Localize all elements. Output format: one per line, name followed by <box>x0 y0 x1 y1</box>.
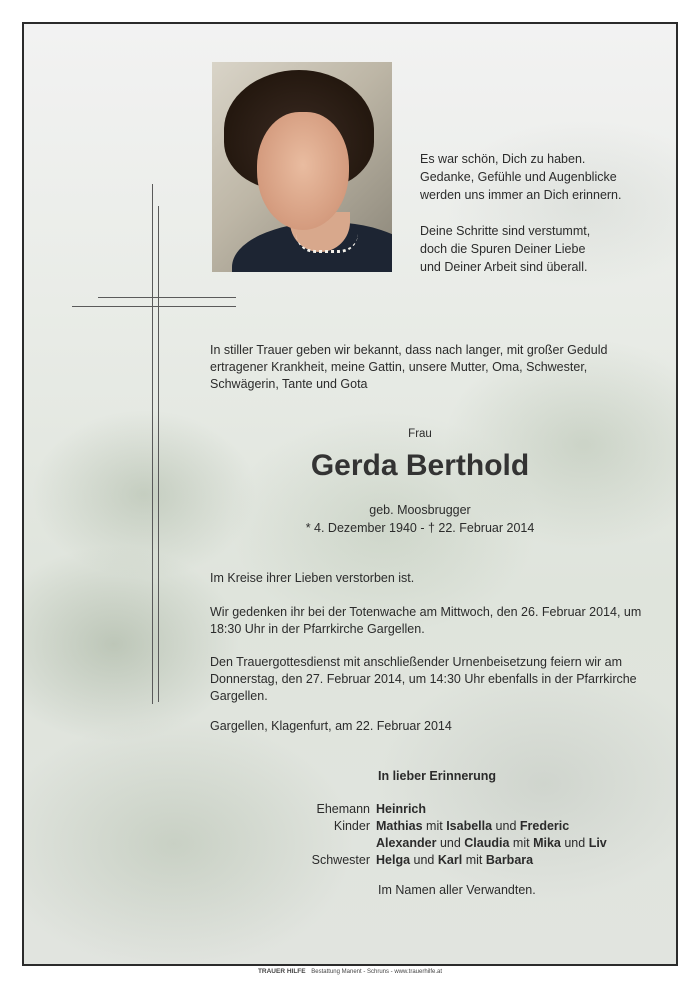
cross-icon-line <box>158 206 159 702</box>
parte-frame <box>22 22 678 966</box>
cross-icon <box>152 184 153 704</box>
family-row-husband: Ehemann Heinrich <box>316 802 427 816</box>
family-row-children-2: Alexander und Claudia mit Mika und Liv <box>376 836 607 850</box>
life-dates: * 4. Dezember 1940 - † 22. Februar 2014 <box>305 521 535 535</box>
family-list <box>294 801 607 869</box>
deceased-name: Gerda Berthold <box>310 449 530 482</box>
footer-text: Bestattung Manent - Schruns - www.trauerhilfe.at <box>311 969 443 975</box>
cross-icon-bar <box>98 297 236 298</box>
family-row-children: Kinder Mathias mit Isabella und Frederic <box>333 819 570 833</box>
poem <box>420 150 660 294</box>
death-notice: Im Kreise ihrer Lieben verstorben ist. <box>210 571 415 585</box>
memory-heading: In lieber Erinnerung <box>378 769 497 783</box>
wake-info: Wir gedenken ihr bei der Totenwache am Mittwoch, den 26. Februar 2014, um 18:30 Uhr in der Pfarrkirche Gargellen. <box>210 605 642 636</box>
service-info: Den Trauergottesdienst mit anschließender Urnenbeisetzung feiern wir am Donnerstag, den 27. Februar 2014, um 14:30 Uhr ebenfalls in der Pfarrkirche Gargellen. <box>210 655 637 703</box>
salutation: Frau <box>408 428 432 440</box>
family-row-sister: Schwester Helga und Karl mit Barbara <box>311 853 534 867</box>
poem-stanza-2: Deine Schritte sind verstummt, doch die Spuren Deiner Liebe und Deiner Arbeit sind überall. <box>420 224 591 274</box>
cross-icon-bar-2 <box>72 306 236 307</box>
announcement-intro: In stiller Trauer geben wir bekannt, dass nach langer, mit großer Geduld ertragener Krankheit, meine Gattin, unsere Mutter, Oma, Schwester, Schwägerin, Tante und Gota <box>210 343 608 391</box>
place-date: Gargellen, Klagenfurt, am 22. Februar 2014 <box>210 719 452 733</box>
closing-line: Im Namen aller Verwandten. <box>378 883 536 897</box>
footer <box>0 968 700 975</box>
footer-brand: TRAUER HILFE <box>257 968 306 975</box>
portrait-photo <box>212 62 392 272</box>
maiden-name: geb. Moosbrugger <box>369 503 471 517</box>
poem-stanza-1: Es war schön, Dich zu haben. Gedanke, Gefühle und Augenblicke werden uns immer an Dich erinnern. <box>420 152 622 202</box>
